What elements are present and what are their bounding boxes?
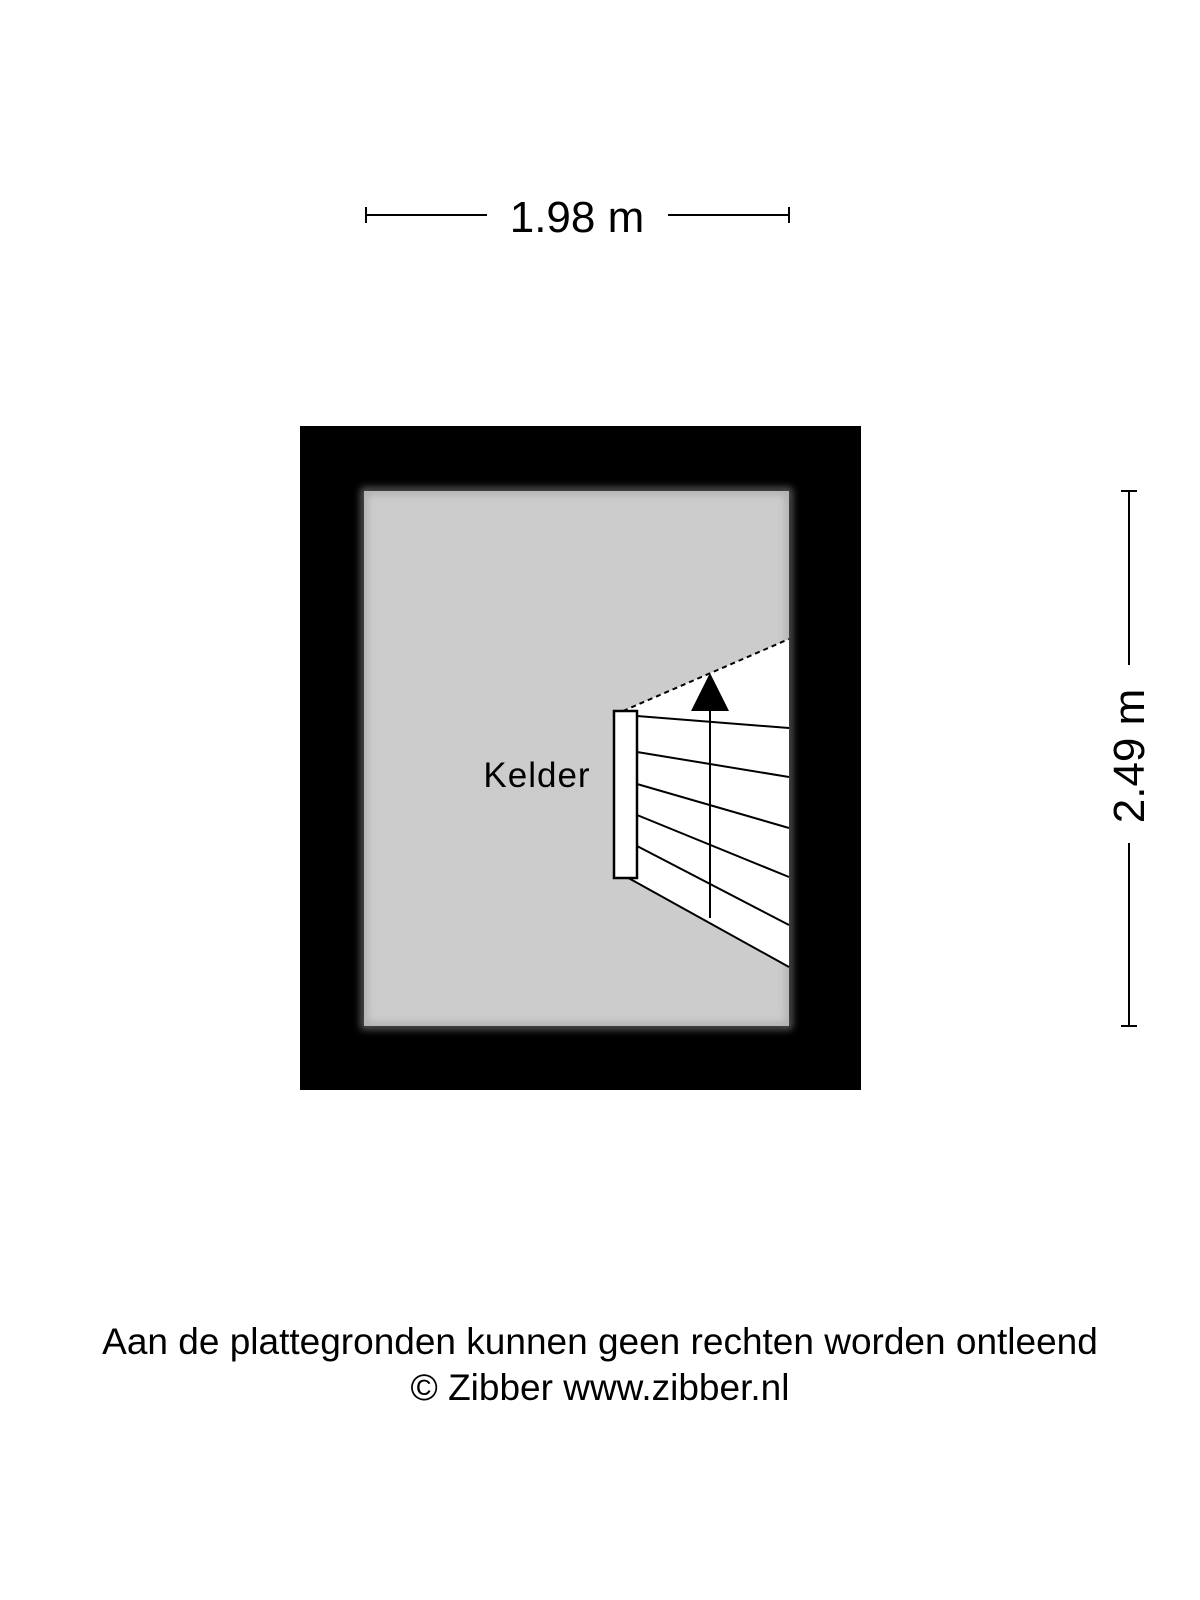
disclaimer-text: Aan de plattegronden kunnen geen rechten worden ontleend xyxy=(102,1321,1098,1362)
width-dimension-label: 1.98 m xyxy=(509,193,645,242)
height-dimension-label: 2.49 m xyxy=(1105,688,1154,824)
room-label: Kelder xyxy=(483,756,591,795)
stair-handrail xyxy=(614,711,637,878)
copyright-text: © Zibber www.zibber.nl xyxy=(410,1367,790,1408)
width-dimension xyxy=(366,193,789,242)
height-dimension xyxy=(1105,491,1154,1026)
